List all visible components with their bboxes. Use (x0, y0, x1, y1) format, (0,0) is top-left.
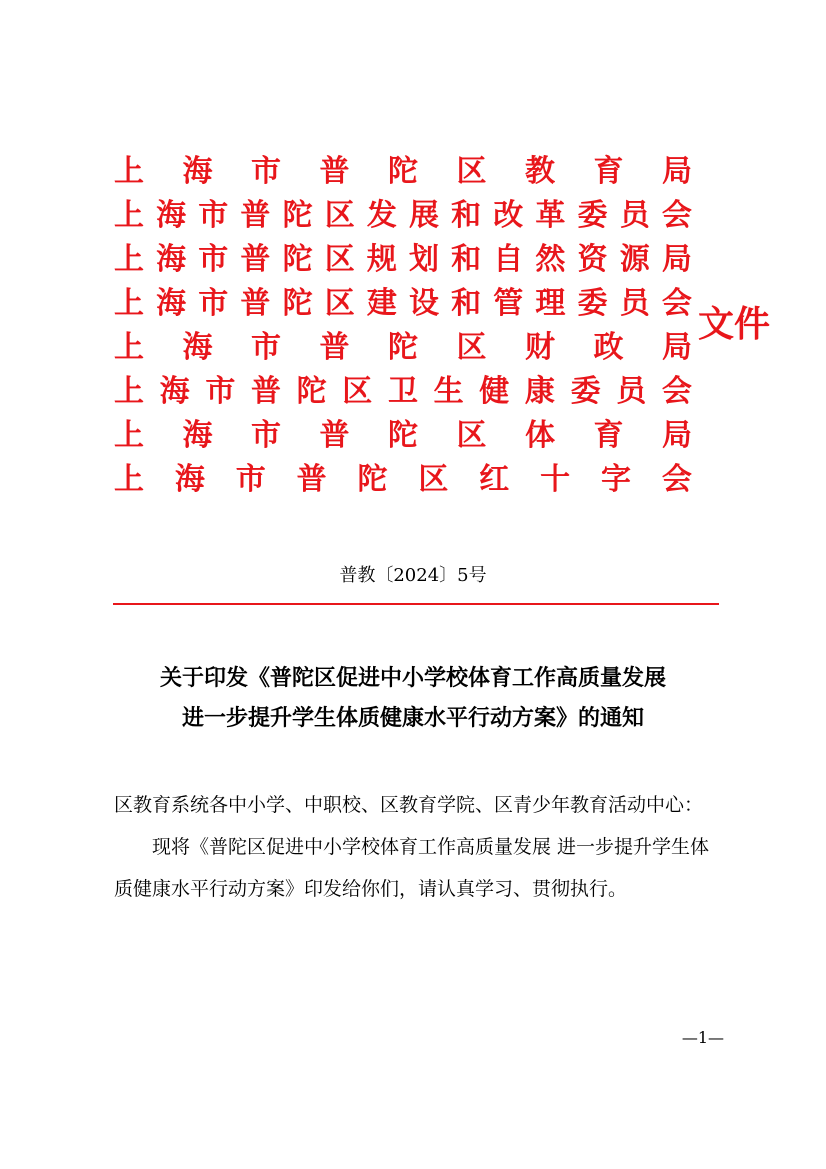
issuer-char: 自 (493, 242, 524, 277)
issuer-char: 陀 (357, 462, 388, 497)
issuer-char: 陀 (296, 374, 327, 409)
issuer-char: 体 (525, 418, 555, 453)
issuer-char: 源 (619, 242, 650, 277)
issuer-char: 区 (418, 462, 449, 497)
issuer-char: 区 (324, 242, 355, 277)
issuer-char: 革 (535, 198, 566, 233)
notice-title (0, 658, 826, 738)
issuer-char: 市 (198, 242, 229, 277)
issuer-char: 区 (342, 374, 373, 409)
issuer-line (114, 458, 692, 502)
issuer-char: 育 (593, 418, 624, 453)
issuer-char: 展 (408, 198, 439, 233)
issuer-char: 市 (198, 198, 229, 233)
issuer-char: 理 (535, 286, 566, 321)
issuer-char: 普 (319, 418, 350, 453)
recipients: 区教育系统各中小学、中职校、区教育学院、区青少年教育活动中心： (114, 794, 704, 816)
issuer-char: 普 (319, 330, 350, 365)
issuer-char: 陀 (388, 330, 418, 365)
issuer-char: 局 (662, 418, 692, 453)
issuer-char: 陀 (388, 418, 418, 453)
issuer-char: 普 (319, 154, 350, 189)
document-number: 普教〔2024〕5号 (339, 565, 487, 586)
issuer-char: 财 (525, 330, 555, 365)
issuer-line (114, 238, 692, 282)
issuer-char: 海 (182, 418, 213, 453)
issuer-char: 管 (493, 286, 524, 321)
issuer-char: 改 (493, 198, 524, 233)
issuer-line (114, 150, 692, 194)
issuer-char: 十 (540, 462, 571, 497)
issuer-char: 建 (366, 286, 397, 321)
issuer-line (114, 282, 692, 326)
issuer-line (114, 370, 692, 414)
issuer-char: 海 (159, 374, 190, 409)
document-suffix: 文件 (698, 303, 771, 345)
issuer-char: 上 (114, 418, 144, 453)
issuer-char: 上 (114, 242, 144, 277)
issuer-char: 局 (661, 242, 692, 277)
issuer-char: 陀 (282, 286, 313, 321)
issuer-char: 会 (661, 198, 692, 233)
issuer-char: 海 (182, 330, 213, 365)
issuer-char: 市 (205, 374, 236, 409)
issuer-char: 规 (366, 242, 397, 277)
issuer-char: 市 (235, 462, 266, 497)
issuer-char: 区 (324, 286, 355, 321)
title-line-1: 关于印发《普陀区促进中小学校体育工作高质量发展 (159, 665, 666, 691)
issuer-char: 上 (114, 462, 144, 497)
issuer-char: 区 (456, 418, 487, 453)
issuer-char: 卫 (387, 374, 418, 409)
issuer-char: 员 (619, 286, 650, 321)
issuer-char: 划 (408, 242, 439, 277)
issuer-char: 发 (366, 198, 397, 233)
issuer-char: 然 (535, 242, 566, 277)
issuer-char: 委 (570, 374, 601, 409)
issuer-char: 海 (174, 462, 205, 497)
issuer-char: 普 (240, 198, 271, 233)
issuer-char: 教 (525, 154, 555, 189)
issuer-char: 员 (616, 374, 647, 409)
issuer-line (114, 326, 692, 370)
issuer-char: 育 (593, 154, 624, 189)
issuer-line (114, 414, 692, 458)
issuer-char: 局 (662, 154, 692, 189)
issuer-char: 委 (577, 286, 608, 321)
issuer-char: 员 (619, 198, 650, 233)
issuer-char: 陀 (282, 198, 313, 233)
issuer-char: 会 (661, 286, 692, 321)
issuer-char: 政 (593, 330, 624, 365)
issuer-char: 会 (661, 374, 692, 409)
issuing-agencies (114, 150, 692, 502)
issuer-char: 资 (577, 242, 608, 277)
issuer-char: 上 (114, 374, 144, 409)
issuer-line (114, 194, 692, 238)
issuer-char: 海 (156, 198, 187, 233)
body-paragraph: 现将《普陀区促进中小学校体育工作高质量发展 进一步提升学生体质健康水平行动方案》印发给你们，请认真学习、贯彻执行。 (114, 836, 710, 900)
issuer-char: 市 (251, 154, 281, 189)
issuer-char: 市 (198, 286, 229, 321)
issuer-char: 上 (114, 198, 144, 233)
issuer-char: 设 (408, 286, 439, 321)
issuer-char: 海 (156, 286, 187, 321)
issuer-char: 普 (240, 242, 271, 277)
page-number: —1— (681, 1028, 724, 1047)
issuer-char: 和 (451, 286, 482, 321)
issuer-char: 普 (250, 374, 281, 409)
issuer-char: 上 (114, 154, 144, 189)
issuer-char: 健 (479, 374, 510, 409)
issuer-char: 生 (433, 374, 464, 409)
red-divider (113, 603, 719, 605)
issuer-char: 字 (601, 462, 631, 497)
issuer-char: 区 (324, 198, 355, 233)
issuer-char: 会 (661, 462, 692, 497)
issuer-char: 陀 (282, 242, 313, 277)
issuer-char: 上 (114, 330, 144, 365)
title-line-2: 进一步提升学生体质健康水平行动方案》的通知 (181, 705, 644, 731)
issuer-char: 和 (451, 198, 482, 233)
issuer-char: 红 (479, 462, 510, 497)
issuer-char: 区 (456, 330, 487, 365)
issuer-char: 委 (577, 198, 608, 233)
issuer-char: 海 (182, 154, 213, 189)
issuer-char: 市 (251, 418, 281, 453)
issuer-char: 普 (296, 462, 327, 497)
issuer-char: 陀 (388, 154, 418, 189)
issuer-char: 局 (662, 330, 692, 365)
issuer-char: 区 (456, 154, 487, 189)
issuer-char: 和 (451, 242, 482, 277)
notice-body (114, 784, 726, 910)
issuer-char: 普 (240, 286, 271, 321)
issuer-char: 上 (114, 286, 144, 321)
issuer-char: 海 (156, 242, 187, 277)
issuer-char: 市 (251, 330, 281, 365)
issuer-char: 康 (524, 374, 555, 409)
